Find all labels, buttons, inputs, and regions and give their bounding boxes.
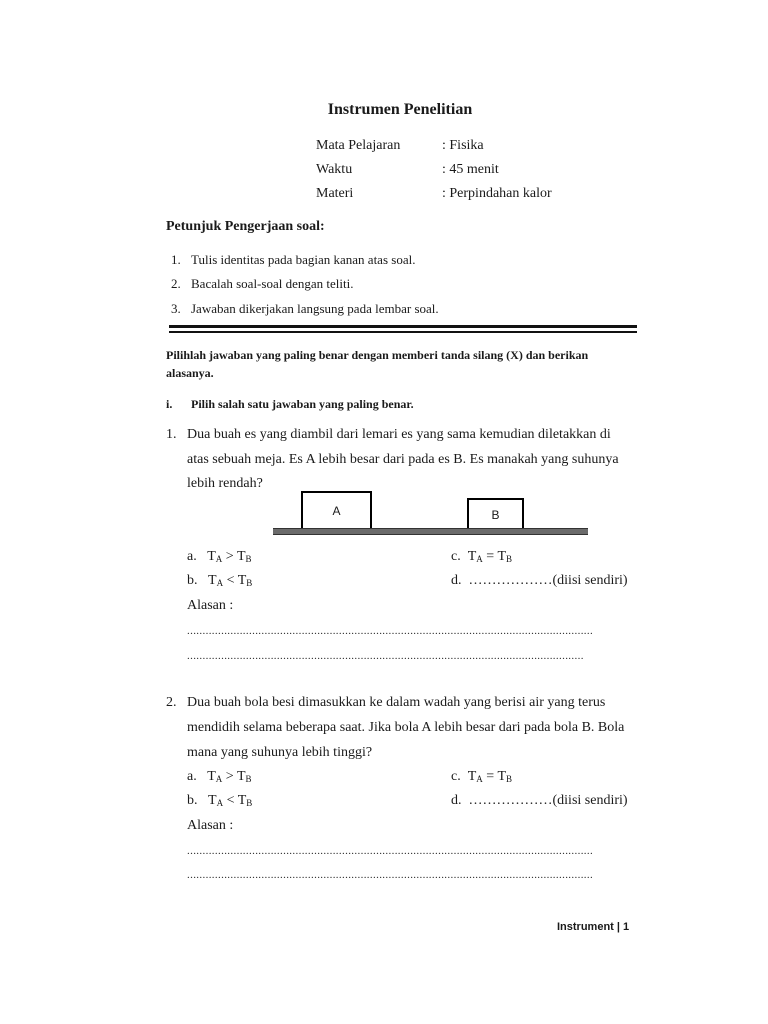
instruction-line-1: Pilihlah jawaban yang paling benar dengan memberi tanda silang (X) dan berikan	[166, 348, 589, 362]
divider-thin	[169, 331, 637, 333]
q2-answer-line-1[interactable]: ...................................................................................................................................	[187, 845, 594, 857]
petunjuk-item-3: Jawaban dikerjakan langsung pada lembar soal.	[191, 301, 439, 316]
q1-answer-line-1[interactable]: ...................................................................................................................................	[187, 625, 594, 637]
question-2-line-2: mendidih selama beberapa saat. Jika bola A lebih besar dari pada bola B. Bola	[187, 720, 625, 735]
meta-label-time: Waktu	[316, 162, 353, 177]
q2-option-b[interactable]: b. $T_A < T_B$	[187, 793, 253, 808]
question-2-line-3: mana yang suhunya lebih tinggi?	[187, 745, 373, 760]
question-1-number: 1.	[166, 427, 177, 442]
q1-alasan-label: Alasan :	[187, 598, 234, 613]
ice-block-b: B	[467, 498, 524, 531]
divider-thick	[169, 325, 637, 328]
q1-option-b[interactable]: b. $T_A < T_B$	[187, 573, 253, 588]
q1-answer-line-2[interactable]: ................................................................................................................................	[187, 650, 584, 662]
section-number: i.	[166, 397, 173, 411]
petunjuk-heading: Petunjuk Pengerjaan soal:	[166, 219, 325, 234]
petunjuk-item-2: Bacalah soal-soal dengan teliti.	[191, 276, 354, 291]
instruction-line-2: alasanya.	[166, 366, 214, 380]
q1-option-a[interactable]: a. $T_A > T_B$	[187, 549, 252, 564]
document-title: Instrumen Penelitian	[327, 101, 473, 118]
question-2-line-1: Dua buah bola besi dimasukkan ke dalam wadah yang berisi air yang terus	[187, 695, 606, 710]
table-surface	[273, 528, 588, 535]
petunjuk-num-2: 2.	[171, 276, 181, 291]
meta-value-time: : 45 menit	[442, 162, 499, 177]
petunjuk-num-1: 1.	[171, 252, 181, 267]
petunjuk-item-1: Tulis identitas pada bagian kanan atas soal.	[191, 252, 416, 267]
q2-option-d[interactable]: d. ………………(diisi sendiri)	[451, 793, 628, 808]
q1-option-c[interactable]: c. $T_A = T_B$	[451, 549, 513, 564]
q1-option-d[interactable]: d. ………………(diisi sendiri)	[451, 573, 628, 588]
q2-option-a[interactable]: a. $T_A > T_B$	[187, 769, 252, 784]
meta-label-subject: Mata Pelajaran	[316, 138, 401, 153]
question-1-line-2: atas sebuah meja. Es A lebih besar dari pada es B. Es manakah yang suhunya	[187, 452, 619, 467]
ice-block-a: A	[301, 491, 372, 531]
question-1-line-3: lebih rendah?	[187, 476, 263, 491]
petunjuk-num-3: 3.	[171, 301, 181, 316]
question-2-number: 2.	[166, 695, 177, 710]
question-1-line-1: Dua buah es yang diambil dari lemari es yang sama kemudian diletakkan di	[187, 427, 611, 442]
page-footer: Instrument | 1	[557, 921, 630, 933]
meta-label-topic: Materi	[316, 186, 354, 201]
meta-value-subject: : Fisika	[442, 138, 484, 153]
q2-alasan-label: Alasan :	[187, 818, 234, 833]
q2-option-c[interactable]: c. $T_A = T_B$	[451, 769, 513, 784]
meta-value-topic: : Perpindahan kalor	[442, 186, 552, 201]
q2-answer-line-2[interactable]: ...................................................................................................................................	[187, 869, 594, 881]
section-instruction: Pilih salah satu jawaban yang paling benar.	[191, 397, 414, 411]
